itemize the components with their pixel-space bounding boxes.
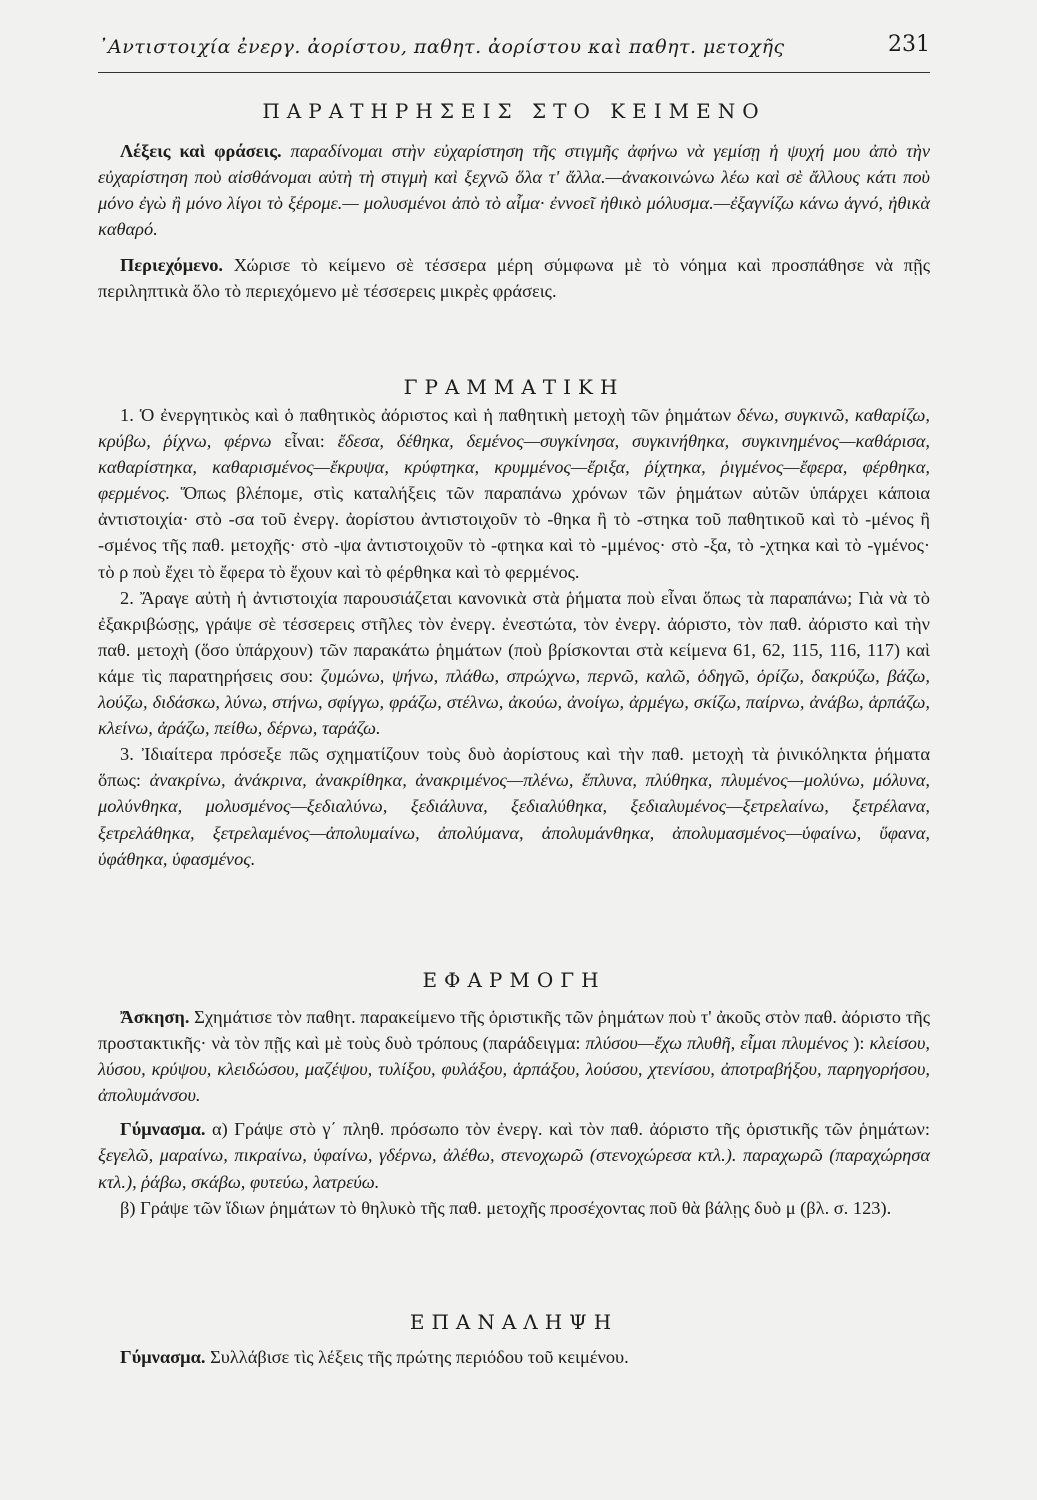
content-paragraph [98, 252, 930, 304]
heading-grammar: ΓΡΑΜΜΑΤΙΚΗ [403, 375, 625, 399]
grammar-item-1-explanation: Ὅπως βλέπομε, στὶς καταλήξεις τῶν παραπάνω χρόνων τῶν ῥημάτων αὐτῶν ὑπάρχει κάποια ἀντιστοιχία· στὸ -σα τοῦ ἐνεργ. ἀορίστου ἀντιστοιχοῦν τὸ -θηκα ἢ τὸ -στηκα τοῦ παθητικοῦ καὶ τὸ -μένος ἢ -σμένος τῆς παθ. μετοχῆς· στὸ -ψα ἀντιστοιχοῦν τὸ -φτηκα καὶ τὸ -μμένος· στὸ -ξα, τὸ -χτηκα καὶ τὸ -γμένος· τὸ ρ ποὺ ἔχει τὸ ἔφερα τὸ ἔχουν καὶ τὸ φέρθηκα καὶ τὸ φερμένος. [98, 483, 930, 582]
heading-application: ΕΦΑΡΜΟΓΗ [422, 968, 606, 992]
review-exercise-label: Γύμνασμα. [120, 1347, 206, 1367]
grammar-item-2-verbs: ζυμώνω, ψήνω, πλάθω, σπρώχνω, περνῶ, καλῶ, ὁδηγῶ, ὁρίζω, δακρύζω, βάζω, λούζω, διδάσκω, λύνω, στήνω, σφίγγω, φράζω, στέλνω, ἀκούω, ἀνοίγω, ἀρμέγω, σκίζω, παίρνω, ἀνάβω, ἁρπάζω, κλείνω, ἀράζω, πείθω, δέρνω, ταράζω. [98, 665, 930, 739]
application-drill-b: β) Γράψε τῶν ἴδιων ῥημάτων τὸ θηλυκὸ τῆς παθ. μετοχῆς προσέχοντας ποῦ θὰ βάλῃς δυὸ μ (βλ. σ. 123). [120, 1197, 892, 1218]
review-section [98, 1344, 930, 1370]
grammar-item-3-verbs: ἀνακρίνω, ἀνάκρινα, ἀνακρίθηκα, ἀνακριμένος—πλένω, ἔπλυνα, πλύθηκα, πλυμένος—μολύνω, μόλυνα, μολύνθηκα, μολυσμένος—ξεδιαλύνω, ξεδιάλυνα, ξεδιαλύθηκα, ξεδιαλυμένος—ξετρελαίνω, ξετρέλανα, ξετρελάθηκα, ξετρελαμένος—ἀπολυμαίνω, ἀπολύμανα, ἀπολυμάνθηκα, ἀπολυμασμένος—ὑφαίνω, ὕφανα, ὑφάθηκα, ὑφασμένος. [98, 770, 930, 869]
grammar-item-1 [98, 402, 930, 585]
grammar-item-1-verbs: δένω, συγκινῶ, καθαρίζω, κρύβω, ῥίχνω, φέρνω [98, 405, 930, 452]
running-head [98, 28, 930, 73]
grammar-item-1-intro: 1. Ὁ ἐνεργητικὸς καὶ ὁ παθητικὸς ἀόριστος καὶ ἡ παθητικὴ μετοχὴ τῶν ῥημάτων [120, 405, 732, 425]
application-exercise-example: πλύσου—ἔχω πλυθῆ, εἶμαι πλυμένος [585, 1033, 849, 1054]
grammar-item-2-text: 2. Ἄραγε αὐτὴ ἡ ἀντιστοιχία παρουσιάζεται κανονικὰ στὰ ῥήματα ποὺ εἶναι ὅπως τὰ παραπάνω; Γιὰ νὰ τὸ ἐξακριβώσῃς, γράψε σὲ τέσσερεις στῆλες τὸν ἐνεργ. ἐνεστώτα, τὸν ἐνεργ. ἀόριστο, τὸν παθ. ἀόριστο καὶ τὴν παθ. μετοχὴ (ὅσο ὑπάρχουν) τῶν παρακάτω ῥημάτων (ποὺ βρίσκονται στὰ κείμενα 61, 62, 115, 116, 117) καὶ κάμε τὶς παρατηρήσεις σου: [98, 587, 930, 686]
words-paragraph [98, 138, 930, 242]
review-exercise [98, 1344, 930, 1370]
words-label: Λέξεις καὶ φράσεις. [120, 141, 282, 161]
grammar-section [98, 402, 930, 872]
content-text: Χώρισε τὸ κείμενο σὲ τέσσερα μέρη σύμφωνα μὲ τὸ νόημα καὶ προσπάθησε νὰ πῇς περιληπτικὰ ὅλο τὸ περιεχόμενο μὲ τέσσερεις μικρὲς φράσεις. [98, 255, 930, 302]
review-exercise-text: Συλλάβισε τὶς λέξεις τῆς πρώτης περιόδου τοῦ κειμένου. [210, 1347, 629, 1367]
running-title: ᾿Αντιστοιχία ἐνεργ. ἀορίστου, παθητ. ἀορίστου καὶ παθητ. μετοχῆς [98, 36, 785, 58]
application-drill-text: α) Γράψε στὸ γ΄ πληθ. πρόσωπο τὸν ἐνεργ. καὶ τὸν παθ. ἀόριστο τῆς ὁριστικῆς τῶν ῥημάτων: [211, 1119, 930, 1140]
content-label: Περιεχόμενο. [120, 255, 224, 276]
application-drill-label: Γύμνασμα. [120, 1119, 206, 1140]
grammar-item-2 [98, 585, 930, 742]
application-exercise-verbs: κλείσου, λύσου, κρύψου, κλειδώσου, μαζέψου, τυλίξου, φυλάξου, ἁρπάξου, λούσου, χτενίσου, ἀποτραβήξου, παρηγορήσου, ἀπολυμάνσου. [98, 1033, 930, 1106]
page-number: 231 [888, 32, 930, 57]
grammar-item-1-are: εἶναι: [284, 431, 325, 452]
heading-review: ΕΠΑΝΑΛΗΨΗ [409, 1310, 619, 1334]
application-drill-verbs: ξεγελῶ, μαραίνω, πικραίνω, ὑφαίνω, γδέρνω, ἀλέθω, στενοχωρῶ (στενοχώρεσα κτλ.). παραχωρῶ (παραχώρησα κτλ.), ῥάβω, σκάβω, φυτεύω, λατρεύω. [98, 1145, 930, 1192]
application-exercise-label: Ἄσκηση. [120, 1007, 190, 1027]
observations-section [98, 138, 930, 305]
application-exercise [98, 1004, 930, 1108]
words-text: παραδίνομαι στὴν εὐχαρίστηση τῆς στιγμῆς ἀφήνω νὰ γεμίσῃ ἡ ψυχή μου ἀπὸ τὴν εὐχαρίστηση ποὺ αἰσθάνομαι αὐτὴ τὴ στιγμὴ καὶ ξεχνῶ ὅλα τ' ἄλλα.—ἀνακοινώνω λέω καὶ σὲ ἄλλους κάτι ποὺ μόνο ἐγὼ ἢ μόνο λίγοι τὸ ξέρομε.— μολυσμένοι ἀπὸ τὸ αἷμα· ἐννοεῖ ἠθικὸ μόλυσμα.—ἐξαγνίζω κάνω ἁγνό, ἠθικὰ καθαρό. [98, 141, 930, 240]
application-section [98, 1004, 930, 1221]
application-exercise-text: Σχημάτισε τὸν παθητ. παρακείμενο τῆς ὁριστικῆς τῶν ῥημάτων ποὺ τ' ἀκοῦς στὸν παθ. ἀόριστο τῆς προστακτικῆς· νὰ τὸν πῇς καὶ μὲ τοὺς δυὸ τρόπους (παράδειγμα: [98, 1007, 930, 1054]
grammar-item-1-forms: ἔδεσα, δέθηκα, δεμένος—συγκίνησα, συγκινήθηκα, συγκινημένος—καθάρισα, καθαρίστηκα, καθαρισμένος—ἔκρυψα, κρύφτηκα, κρυμμένος—ἔριξα, ῥίχτηκα, ῥιγμένος—ἔφερα, φέρθηκα, φερμένος. [98, 431, 930, 504]
application-drill [98, 1116, 930, 1194]
heading-observations: ΠΑΡΑΤΗΡΗΣΕΙΣ ΣΤΟ ΚΕΙΜΕΝΟ [262, 99, 766, 123]
application-exercise-close: ): [853, 1033, 865, 1054]
grammar-item-3-text: 3. Ἰδιαίτερα πρόσεξε πῶς σχηματίζουν τοὺς δυὸ ἀορίστους καὶ τὴν παθ. μετοχὴ τὰ ῥινικόληκτα ῥήματα ὅπως: [98, 744, 930, 791]
grammar-item-3 [98, 741, 930, 871]
